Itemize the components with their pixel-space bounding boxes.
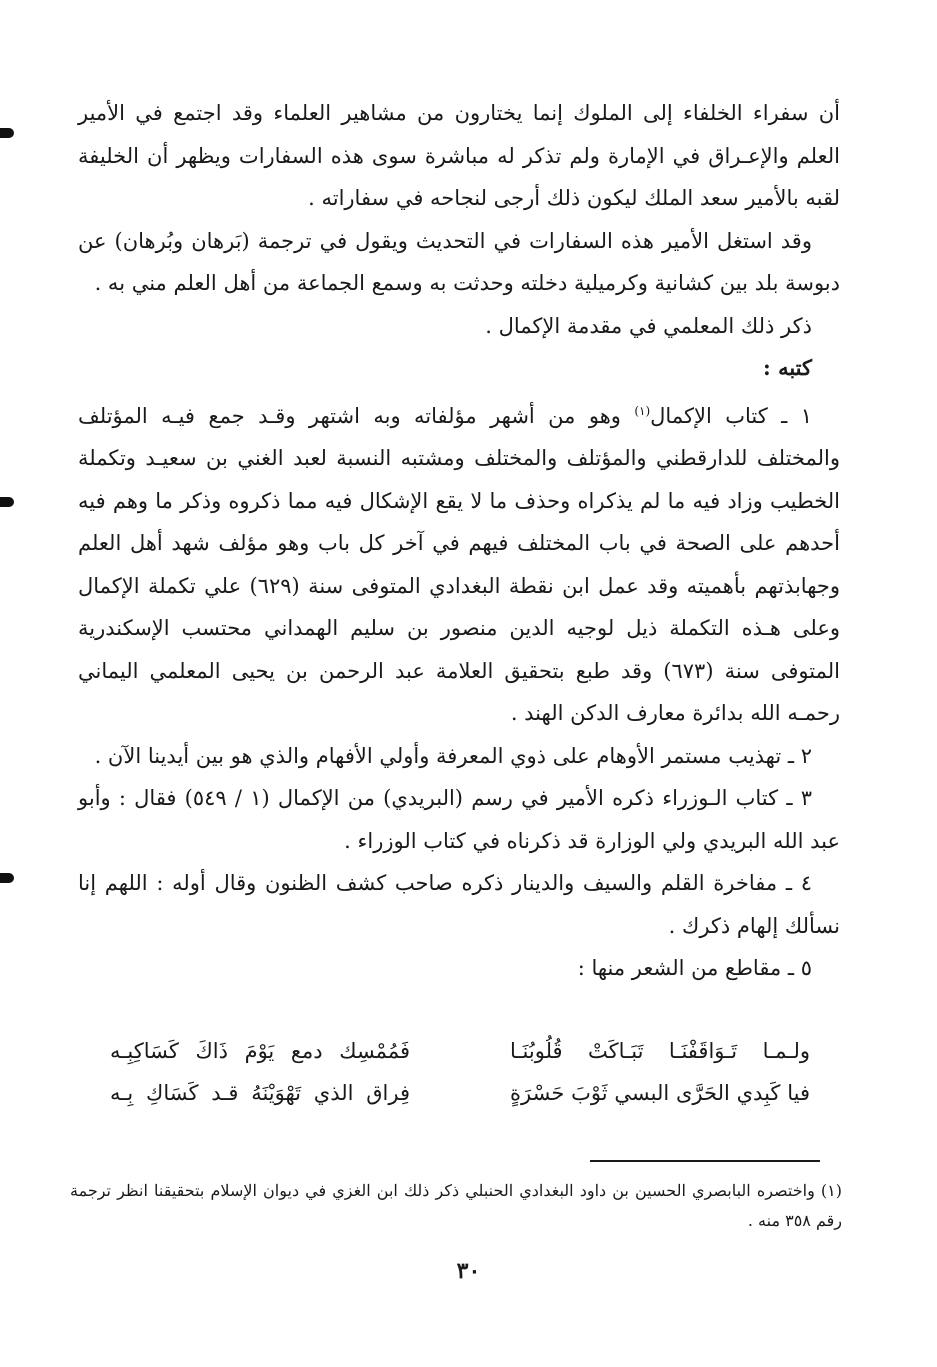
verse-first-hemistich: فيا كَبِدي الحَرَّى البسي ثَوْبَ حَسْرَةٍ [510, 1081, 810, 1105]
poem-verse [110, 1072, 810, 1114]
verse-second-hemistich: فَمُمْسِك دمع يَوْمَ ذَاكَ كَسَاكِبِـه [110, 1039, 410, 1063]
paragraph-2: وقد استغل الأمير هذه السفارات في التحديث ويقول في ترجمة (بَرهان وبُرهان) عن دبوسة بلد بين كشانية وكرميلية دخلته وحدثت به وسمع الجماعة من أهل العلم مني به . [78, 228, 840, 295]
book-item-3: ٣ ـ كتاب الـوزراء ذكره الأمير في رسم (البريدي) من الإكمال (١ / ٥٤٩) فقال : وأبو عبد الله البريدي ولي الوزارة قد ذكرناه في كتاب الوزراء . [78, 786, 840, 853]
footnote: (١) واختصره البابصري الحسين بن داود البغدادي الحنبلي ذكر ذلك ابن الغزي في ديوان الإسلام بتحقيقنا انظر ترجمة رقم ٣٥٨ منه . [70, 1181, 842, 1230]
verse-second-hemistich: فِراق الذي تَهْوَيْنَهُ قـد كَسَاكِ بِـه [110, 1081, 410, 1105]
poem-verse [110, 1030, 810, 1072]
paragraph-1: أن سفراء الخلفاء إلى الملوك إنما يختارون من مشاهير العلماء وقد اجتمع في الأمير العلم والإعـراق في الإمارة ولم تذكر له مباشرة سوى هذه السفارات ويظهر أن الخليفة لقبه بالأمير سعد الملك ليكون ذلك أرجى لنجاحه في سفاراته . [78, 101, 840, 210]
books-heading: كتبه : [763, 355, 812, 380]
paragraph-3: ذكر ذلك المعلمي في مقدمة الإكمال . [485, 313, 812, 338]
footnote-ref[interactable]: (١) [634, 403, 651, 418]
book-item-text: ١ ـ كتاب الإكمال [650, 403, 812, 428]
verse-first-hemistich: ولـمـا تَـوَاقَفْنَـا تَبَـاكَتْ قُلُوبُنَـا [510, 1039, 810, 1063]
book-item-1 [78, 390, 840, 735]
main-text [78, 92, 840, 990]
page-number: ٣٠ [456, 1258, 481, 1284]
margin-mark [0, 128, 14, 138]
book-item-text-cont: وهو من أشهر مؤلفاته وبه اشتهر وقـد جمع فيـه المؤتلف والمختلف للدارقطني والمؤتلف والمختلف ومشتبه النسبة لعبد الغني بن سعيـد وتكملة الخطيب وزاد فيه ما لم يذكراه وحذف ما لا يقع الإشكال فيه مما ذكروه وذكر ما وهم فيه أحدهم على الصحة في باب المختلف فيهم في آخر كل باب وهو مؤلف شهد أهل العلم وجهابذتهم بأهميته وقد عمل ابن نقطة البغدادي المتوفى سنة (٦٢٩) علي تكملة الإكمال وعلى هـذه التكملة ذيل لوجيه الدين منصور بن سليم الهمداني محتسب الإسكندرية المتوفى سنة (٦٧٣) وقد طبع بتحقيق العلامة عبد الرحمن بن يحيى المعلمي اليماني رحمـه الله بدائرة معارف الدكن الهند . [78, 403, 841, 725]
book-item-5: ٥ ـ مقاطع من الشعر منها : [577, 956, 812, 980]
book-item-2: ٢ ـ تهذيب مستمر الأوهام على ذوي المعرفة وأولي الأفهام والذي هو بين أيدينا الآن . [94, 743, 812, 768]
poem [110, 1030, 810, 1114]
margin-mark [0, 497, 14, 507]
footnote-divider [590, 1160, 820, 1162]
book-item-4: ٤ ـ مفاخرة القلم والسيف والدينار ذكره صاحب كشف الظنون وقال أوله : اللهم إنا نسألك إلهام ذكرك . [78, 871, 840, 938]
margin-mark [0, 873, 14, 883]
